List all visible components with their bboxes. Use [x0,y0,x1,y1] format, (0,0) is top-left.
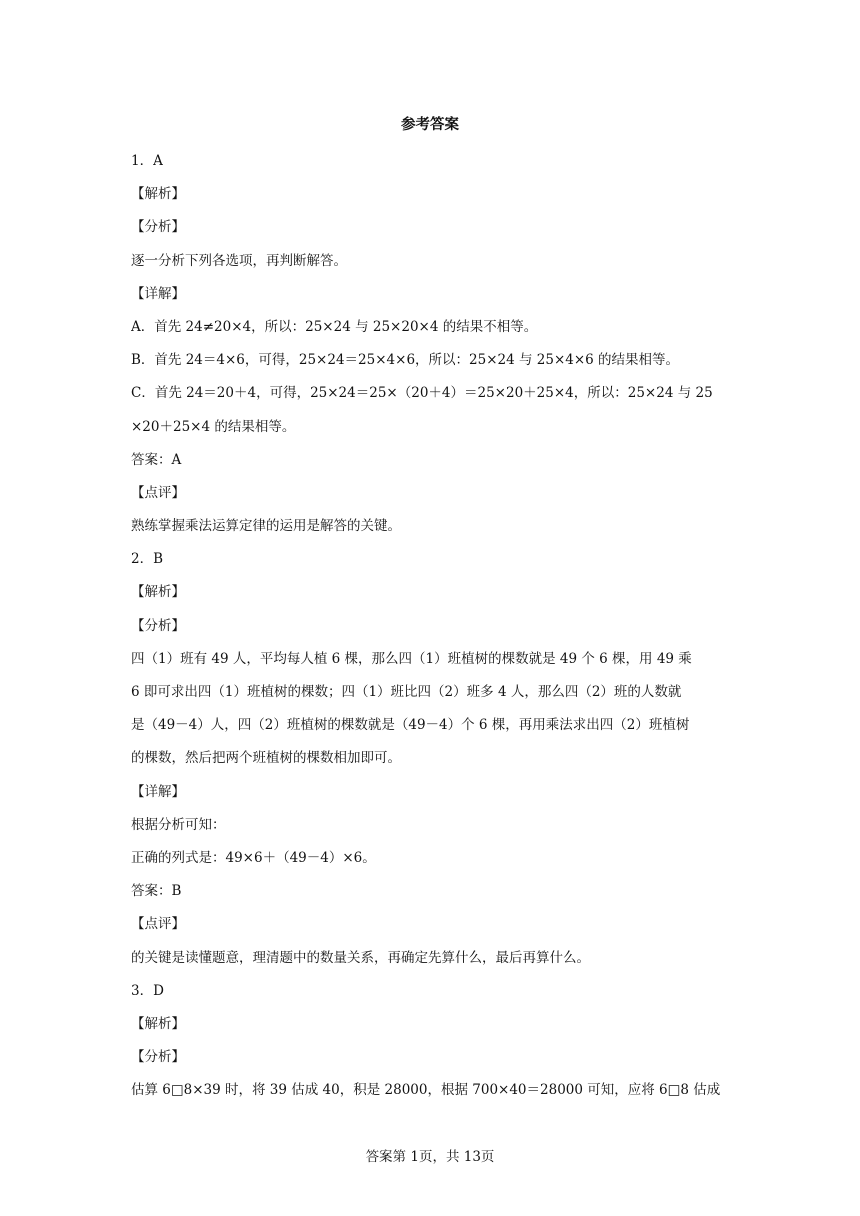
answer-body [131,145,731,1107]
text-line: C．首先 24＝20＋4，可得，25×24＝25×（20＋4）＝25×20＋25×4，所以：25×24 与 25 [131,385,713,402]
text-line: 正确的列式是：49×6＋（49－4）×6。 [131,849,376,866]
text-line: 【分析】 [131,219,185,236]
text-line: 答案：B [131,883,182,900]
text-line: 【分析】 [131,617,185,634]
text-line: 【解析】 [131,1015,185,1032]
text-line: B．首先 24＝4×6，可得，25×24＝25×4×6，所以：25×24 与 25×4×6 的结果相等。 [131,352,680,369]
text-line: 【详解】 [131,285,185,302]
text-line: 是（49－4）人，四（2）班植树的棵数就是（49－4）个 6 棵，再用乘法求出四（2）班植树 [131,717,690,734]
text-line: 的关键是读懂题意，理清题中的数量关系，再确定先算什么，最后再算什么。 [131,949,590,966]
text-line: 答案：A [131,451,182,468]
text-line: 根据分析可知： [131,816,226,833]
text-line: 6 即可求出四（1）班植树的棵数；四（1）班比四（2）班多 4 人，那么四（2）班的人数就 [131,684,682,700]
page-title: 参考答案 [401,117,459,133]
text-line: 的棵数，然后把两个班植树的棵数相加即可。 [131,750,401,767]
text-line: 【解析】 [131,186,185,203]
text-line: 估算 6□8×39 时，将 39 估成 40，积是 28000，根据 700×40＝28000 可知，应将 6□8 估成 [131,1082,721,1099]
text-line: 熟练掌握乘法运算定律的运用是解答的关键。 [131,518,401,535]
text-line: 【点评】 [131,916,185,933]
text-line: 【解析】 [131,584,185,601]
text-line: 四（1）班有 49 人，平均每人植 6 棵，那么四（1）班植树的棵数就是 49 个 6 棵，用 49 乘 [131,650,692,667]
text-line: 【分析】 [131,1049,185,1066]
text-line: 【点评】 [131,484,185,501]
text-line: 1．A [131,153,163,169]
text-line: ×20＋25×4 的结果相等。 [131,418,296,435]
text-line: A．首先 24≠20×4，所以：25×24 与 25×20×4 的结果不相等。 [131,318,538,335]
text-line: 2．B [131,551,164,568]
text-line: 逐一分析下列各选项，再判断解答。 [131,252,347,269]
text-line: 3．D [131,982,164,999]
text-line: 【详解】 [131,783,185,800]
page-footer: 答案第 1页，共 13页 [365,1149,495,1165]
